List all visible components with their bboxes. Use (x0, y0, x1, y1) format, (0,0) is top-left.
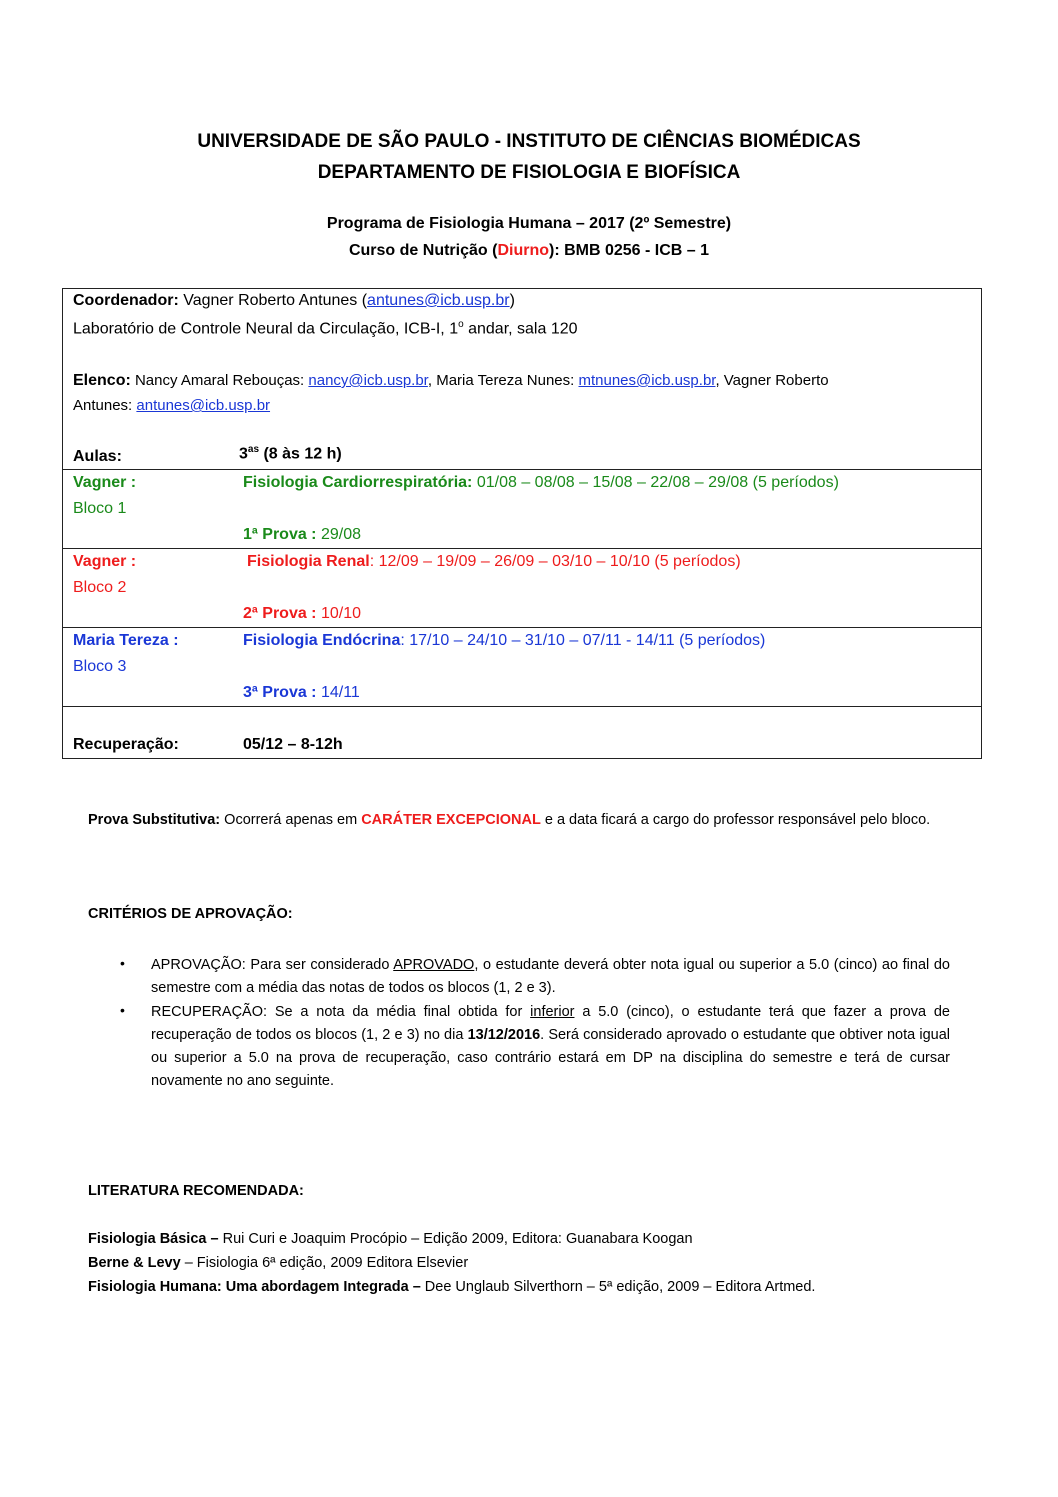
block-3-exam: 3ª Prova : 14/11 (243, 684, 360, 701)
divider (63, 627, 981, 628)
schedule-box (62, 288, 982, 759)
recuperacao-label: Recuperação: (73, 736, 179, 753)
antunes-email-link[interactable]: antunes@icb.usp.br (136, 397, 271, 414)
block-1-topic: Fisiologia Cardiorrespiratória: 01/08 – 08/08 – 15/08 – 22/08 – 29/08 (5 períodos) (243, 474, 839, 491)
criterios-title: CRITÉRIOS DE APROVAÇÃO: (88, 906, 293, 922)
block-2-teacher: Vagner : (73, 553, 137, 570)
elenco-line-2: Antunes: antunes@icb.usp.br (73, 397, 271, 414)
literatura-title: LITERATURA RECOMENDADA: (88, 1183, 304, 1199)
bullet-icon: • (120, 955, 125, 971)
block-3-teacher: Maria Tereza : (73, 632, 179, 649)
block-1-label: Bloco 1 (73, 500, 127, 517)
lab-line: Laboratório de Controle Neural da Circulação, ICB-I, 1$^o$ andar, sala 120 (73, 319, 578, 338)
prova-substitutiva: Prova Substitutiva: Ocorrerá apenas em CARÁTER EXCEPCIONAL e a data ficará a cargo do professor responsável pelo bloco. (88, 812, 931, 828)
criterio-aprovacao: APROVAÇÃO: Para ser considerado APROVADO, o estudante deverá obter nota igual ou superior a 5.0 (cinco) ao final do semestre com a média das notas de todos os blocos (1, 2 e 3). (151, 957, 950, 996)
divider (63, 469, 981, 470)
divider (63, 548, 981, 549)
coordinator-line: Coordenador: Vagner Roberto Antunes (antunes@icb.usp.br) (73, 292, 515, 309)
program-title: Programa de Fisiologia Humana – 2017 (2º Semestre) (326, 215, 732, 232)
literatura-ref: Berne & Levy – Fisiologia 6ª edição, 2009 Editora Elsevier (88, 1255, 469, 1271)
block-1-teacher: Vagner : (73, 474, 137, 491)
divider (63, 706, 981, 707)
coordinator-email-link[interactable]: antunes@icb.usp.br (367, 292, 510, 309)
aulas-value: $3^{as}$ (8 às 12 h) (239, 444, 342, 463)
block-2-exam: 2ª Prova : 10/10 (243, 605, 361, 622)
bullet-icon: • (120, 1002, 125, 1018)
course-title: Curso de Nutrição (Diurno): BMB 0256 - ICB – 1 (348, 242, 710, 259)
recuperacao-value: 05/12 – 8-12h (243, 736, 343, 753)
mtnunes-email-link[interactable]: mtnunes@icb.usp.br (578, 372, 716, 389)
block-1-exam: 1ª Prova : 29/08 (243, 526, 361, 543)
excepcional-highlight: CARÁTER EXCEPCIONAL (361, 812, 541, 828)
nancy-email-link[interactable]: nancy@icb.usp.br (308, 372, 428, 389)
department-title: DEPARTAMENTO DE FISIOLOGIA E BIOFÍSICA (317, 162, 741, 183)
literatura-ref: Fisiologia Humana: Uma abordagem Integrada – Dee Unglaub Silverthorn – 5ª edição, 2009 – Editora Artmed. (88, 1279, 816, 1295)
literatura-ref: Fisiologia Básica – Rui Curi e Joaquim Procópio – Edição 2009, Editora: Guanabara Koogan (88, 1231, 693, 1247)
elenco-line: Elenco: Nancy Amaral Rebouças: nancy@icb.usp.br, Maria Tereza Nunes: mtnunes@icb.usp.br, Vagner Roberto (73, 372, 829, 389)
criterio-recuperacao: RECUPERAÇÃO: Se a nota da média final obtida for inferior a 5.0 (cinco), o estudante terá que fazer a prova de recuperação de todos os blocos (1, 2 e 3) no dia 13/12/2016. Será considerado aprovado o estudante que obtiver nota igual ou superior a 5.0 na prova de recuperação, caso contrário estará em DP na disciplina do semestre e terá de cursar novamente no ano seguinte. (151, 1004, 950, 1089)
block-3-topic: Fisiologia Endócrina: 17/10 – 24/10 – 31/10 – 07/11 - 14/11 (5 períodos) (243, 632, 766, 649)
aulas-label: Aulas: (73, 448, 122, 465)
block-2-label: Bloco 2 (73, 579, 127, 596)
course-period: Diurno (497, 242, 549, 259)
university-title: UNIVERSIDADE DE SÃO PAULO - INSTITUTO DE CIÊNCIAS BIOMÉDICAS (197, 131, 861, 152)
block-3-label: Bloco 3 (73, 658, 127, 675)
block-2-topic: Fisiologia Renal: 12/09 – 19/09 – 26/09 – 03/10 – 10/10 (5 períodos) (247, 553, 741, 570)
